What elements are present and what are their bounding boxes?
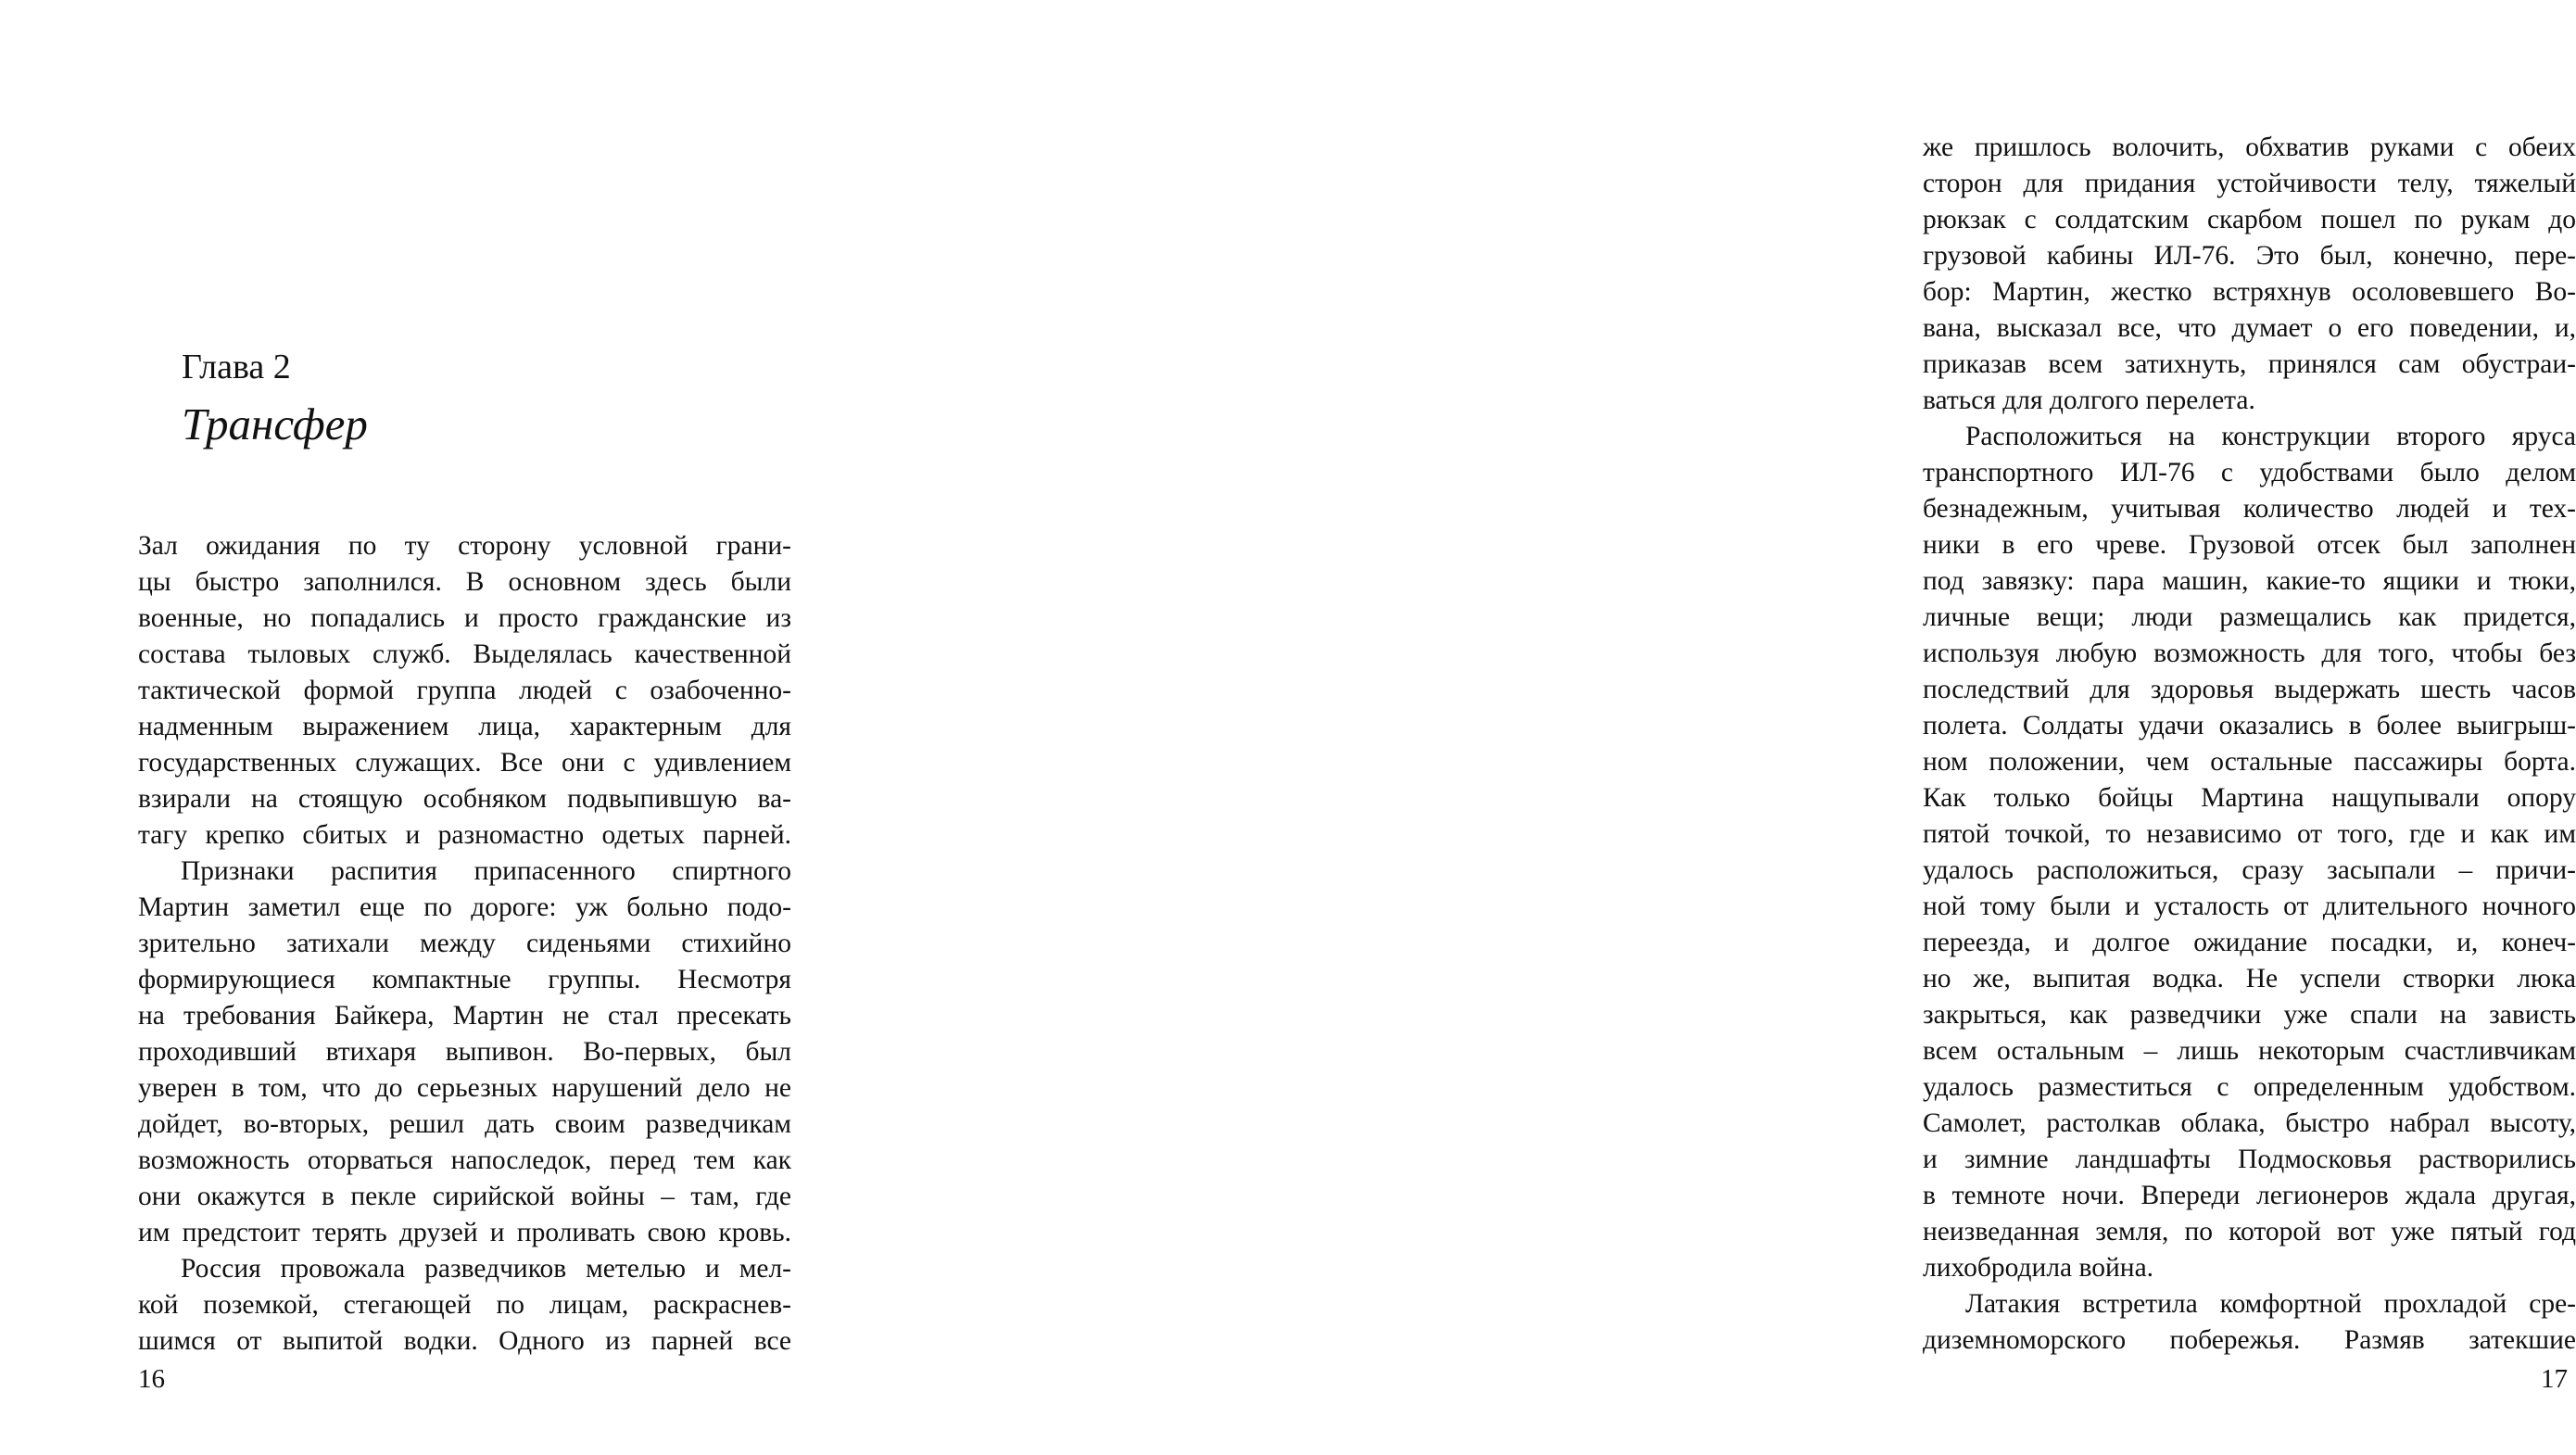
text-line: транспортного ИЛ-76 с удобствами было делом	[1923, 458, 2576, 487]
text-line: Зал ожидания по ту сторону условной грани-	[138, 531, 791, 561]
text-line: возможность оторваться напоследок, перед тем как	[138, 1145, 791, 1175]
text-line: закрыться, как разведчики уже спали на зависть	[1923, 1000, 2576, 1030]
text-line: используя любую возможность для того, чтобы без	[1923, 639, 2576, 668]
text-line: безнадежным, учитывая количество людей и тех-	[1923, 494, 2576, 524]
text-line: удалось расположиться, сразу засыпали – причи-	[1923, 855, 2576, 885]
page-number: 17	[2541, 1364, 2568, 1394]
text-line: диземноморского побережья. Размяв затекшие	[1923, 1325, 2576, 1355]
text-line: же пришлось волочить, обхватив руками с обеих	[1923, 133, 2576, 162]
chapter-number: Глава 2	[182, 348, 291, 386]
page-number: 16	[138, 1364, 165, 1394]
text-line: состава тыловых служб. Выделялась качественной	[138, 639, 791, 669]
text-line: лихобродила война.	[1923, 1253, 2154, 1283]
paragraph	[138, 1251, 791, 1360]
text-line: проходивший втихаря выпивон. Во-первых, был	[138, 1037, 791, 1067]
text-line: вана, высказал все, что думает о его поведении, и,	[1923, 313, 2576, 343]
text-line: всем остальным – лишь некоторым счастливчикам	[1923, 1036, 2576, 1066]
text-line: военные, но попадались и просто гражданские из	[138, 603, 791, 633]
text-line: им предстоит терять друзей и проливать свою кровь.	[138, 1218, 791, 1247]
left-page	[0, 0, 891, 1455]
text-line: бор: Мартин, жестко встряхнув осоловевшего Во-	[1923, 277, 2576, 307]
text-line: они окажутся в пекле сирийской войны – там, где	[138, 1182, 791, 1211]
text-line: Признаки распития припасенного спиртного	[181, 856, 791, 886]
text-line: Латакия встретила комфортной прохладой сре-	[1965, 1289, 2576, 1319]
paragraph	[1923, 419, 2576, 1286]
text-line: Мартин заметил еще по дороге: уж больно подо-	[138, 892, 791, 922]
text-line: неизведанная земля, по которой вот уже пятый год	[1923, 1217, 2576, 1246]
paragraph	[1923, 130, 2576, 419]
text-line: Россия провожала разведчиков метелью и мел-	[181, 1254, 791, 1284]
text-line: пятой точкой, то независимо от того, где и как им	[1923, 819, 2576, 849]
text-line: переезда, и долгое ожидание посадки, и, конеч-	[1923, 928, 2576, 957]
text-line: зрительно затихали между сиденьями стихийно	[138, 929, 791, 958]
text-line: ваться для долгого перелета.	[1923, 386, 2255, 415]
text-line: под завязку: пара машин, какие-то ящики и тюки,	[1923, 566, 2576, 596]
text-line: полета. Солдаты удачи оказались в более выигрыш-	[1923, 711, 2576, 740]
text-line: взирали на стоящую особняком подвыпившую ва-	[138, 784, 791, 814]
text-line: приказав всем затихнуть, принялся сам обустраи-	[1923, 349, 2576, 379]
text-line: Расположиться на конструкции второго яруса	[1965, 422, 2576, 451]
text-line: Как только бойцы Мартина нащупывали опору	[1923, 783, 2576, 813]
text-line: ном положении, чем остальные пассажиры борта.	[1923, 747, 2576, 777]
text-line: тагу крепко сбитых и разномастно одетых парней.	[138, 820, 791, 850]
text-line: личные вещи; люди размещались как придется,	[1923, 602, 2576, 632]
text-line: государственных служащих. Все они с удивлением	[138, 748, 791, 778]
text-line: тактической формой группа людей с озабоченно-	[138, 676, 791, 705]
text-line: грузовой кабины ИЛ-76. Это был, конечно, пере-	[1923, 241, 2576, 271]
text-line: цы быстро заполнился. В основном здесь были	[138, 567, 791, 597]
text-line: на требования Байкера, Мартин не стал пресекать	[138, 1001, 791, 1031]
text-line: последствий для здоровья выдержать шесть часов	[1923, 675, 2576, 704]
text-line: но же, выпитая водка. Не успели створки люка	[1923, 964, 2576, 993]
text-line: шимся от выпитой водки. Одного из парней все	[138, 1326, 791, 1356]
text-line: кой поземкой, стегающей по лицам, раскраснев-	[138, 1290, 791, 1320]
text-line: ной тому были и усталость от длительного ночного	[1923, 892, 2576, 921]
paragraph	[138, 528, 791, 854]
text-line: удалось разместиться с определенным удобством.	[1923, 1072, 2576, 1102]
paragraph	[1923, 1286, 2576, 1359]
chapter-title: Трансфер	[182, 399, 368, 449]
text-line: дойдет, во-вторых, решил дать своим разведчикам	[138, 1109, 791, 1139]
text-line: уверен в том, что до серьезных нарушений дело не	[138, 1073, 791, 1103]
left-page-text	[138, 528, 791, 1360]
text-line: формирующиеся компактные группы. Несмотря	[138, 965, 791, 994]
text-line: ники в его чреве. Грузовой отсек был заполнен	[1923, 530, 2576, 560]
text-line: Самолет, растолкав облака, быстро набрал высоту,	[1923, 1108, 2576, 1138]
text-line: в темноте ночи. Впереди легионеров ждала другая,	[1923, 1181, 2576, 1210]
text-line: рюкзак с солдатским скарбом пошел по рукам до	[1923, 205, 2576, 234]
paragraph	[138, 854, 791, 1251]
right-page-text	[1923, 130, 2576, 1359]
text-line: сторон для придания устойчивости телу, тяжелый	[1923, 169, 2576, 198]
right-page	[891, 0, 2576, 1455]
text-line: надменным выражением лица, характерным для	[138, 712, 791, 741]
text-line: и зимние ландшафты Подмосковья растворились	[1923, 1145, 2576, 1174]
